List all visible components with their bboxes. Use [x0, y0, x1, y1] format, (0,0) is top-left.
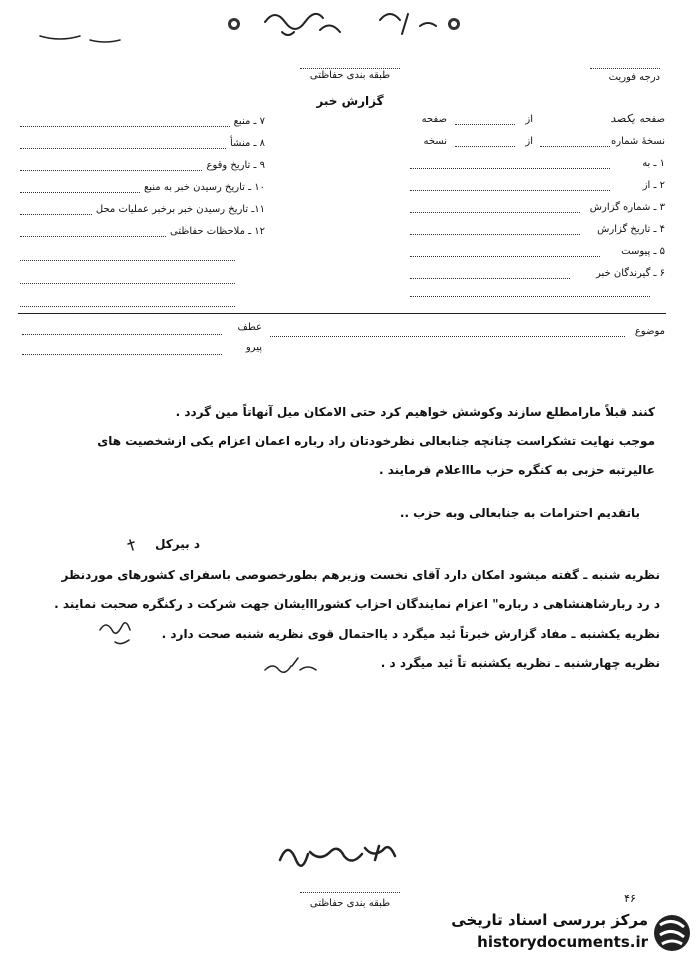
subject-label: موضوع	[634, 326, 665, 337]
body-line-4: باتقدیم احترامات به جنابعالی وبه حزب ..	[399, 506, 640, 520]
left-fields	[20, 114, 265, 307]
page-number: ۴۶	[624, 892, 636, 905]
left-extra-line-3	[20, 306, 235, 307]
classification-bottom: طبقه بندی حفاظتی	[309, 898, 391, 909]
right-fields	[410, 112, 665, 297]
classification-bottom-line	[300, 892, 400, 893]
right-field-copy: نسخهٔ شماره از نسخه	[423, 136, 665, 147]
watermark	[420, 905, 695, 959]
left-field-12: ۱۲ ـ ملاحظات حفاظتی	[20, 224, 265, 246]
right-field-page: صفحه یکصد از صفحه	[421, 112, 665, 125]
right-field-2: ۲ ـ از	[410, 178, 665, 200]
signature	[270, 830, 410, 880]
left-extra-line-1	[20, 260, 235, 261]
priority-line	[590, 68, 660, 69]
left-field-7: ۷ ـ منبع	[20, 114, 265, 136]
form-title: گزارش خبر	[316, 94, 384, 108]
right-field-4: ۴ ـ تاریخ گزارش	[410, 222, 665, 244]
handwritten-annotations	[0, 520, 700, 700]
right-field-6: ۶ ـ گیرندگان خبر	[410, 266, 665, 288]
body-line-3: عالیرتبه حزبی به کنگره حزب ماااعلام فرمایند .	[378, 463, 655, 477]
left-field-8: ۸ ـ منشأ	[20, 136, 265, 158]
watermark-logo-icon	[652, 911, 692, 955]
body-line-wednesday: نظریه چهارشنبه ـ نظریه یکشنبه تاً ئید میگرد د .	[380, 656, 660, 670]
body-line-1: کنند قبلاً مارامطلع سازند وکوشش خواهیم کرد حتی الامکان میل آنهاتاً مین گردد .	[175, 405, 655, 419]
classification-top-line	[300, 68, 400, 69]
right-field-1: ۱ ـ به	[410, 156, 665, 178]
left-field-11: ۱۱ـ تاریخ رسیدن خبر برخبر عملیات محل	[20, 202, 265, 224]
watermark-url: historydocuments.ir	[477, 933, 648, 951]
section-divider	[18, 313, 666, 314]
right-extra-line	[410, 296, 650, 297]
page-handwritten-value: یکصد	[610, 112, 635, 125]
body-line-2: موجب نهایت تشکراست چنانچه جنابعالی نظرخودتان راد رباره اعمان اعزام یکی ازشخصیت های	[97, 434, 655, 448]
watermark-title: مرکز بررسی اسناد تاریخی	[451, 911, 648, 929]
left-field-9: ۹ ـ تاریخ وقوع	[20, 158, 265, 180]
subject-line	[270, 336, 625, 337]
left-extra-line-2	[20, 283, 235, 284]
signatory-title: د بیرکل	[155, 537, 200, 551]
body-line-sunday: نظریه یکشنبه ـ مفاد گزارش خبرتاً ئید میگرد د یااحتمال قوی نظریه شنبه صحت دارد .	[161, 627, 660, 641]
ref-label: عطف	[237, 322, 262, 333]
right-field-3: ۳ ـ شماره گزارش	[410, 200, 665, 222]
body-line-saturday-1: نظریه شنبه ـ گفته میشود امکان دارد آقای نخست وزیرهم بطورخصوصی باسفرای کشورهای موردنظر	[61, 568, 660, 582]
body-line-saturday-2: د رد ربارشاهنشاهی د رباره" اعزام نمایندگان احزاب کشورااایشان جهت شرکت د رکنگره صحبت نمایند .	[54, 597, 660, 611]
ref-line	[22, 334, 222, 335]
priority-label: درجه فوریت	[608, 72, 660, 83]
left-field-10: ۱۰ ـ تاریخ رسیدن خبر به منبع	[20, 180, 265, 202]
classification-top: طبقه بندی حفاظتی	[309, 70, 391, 81]
right-field-5: ۵ ـ پیوست	[410, 244, 665, 266]
follow-line	[22, 354, 222, 355]
top-header-scribbles	[0, 0, 700, 60]
follow-label: پیرو	[245, 342, 262, 353]
